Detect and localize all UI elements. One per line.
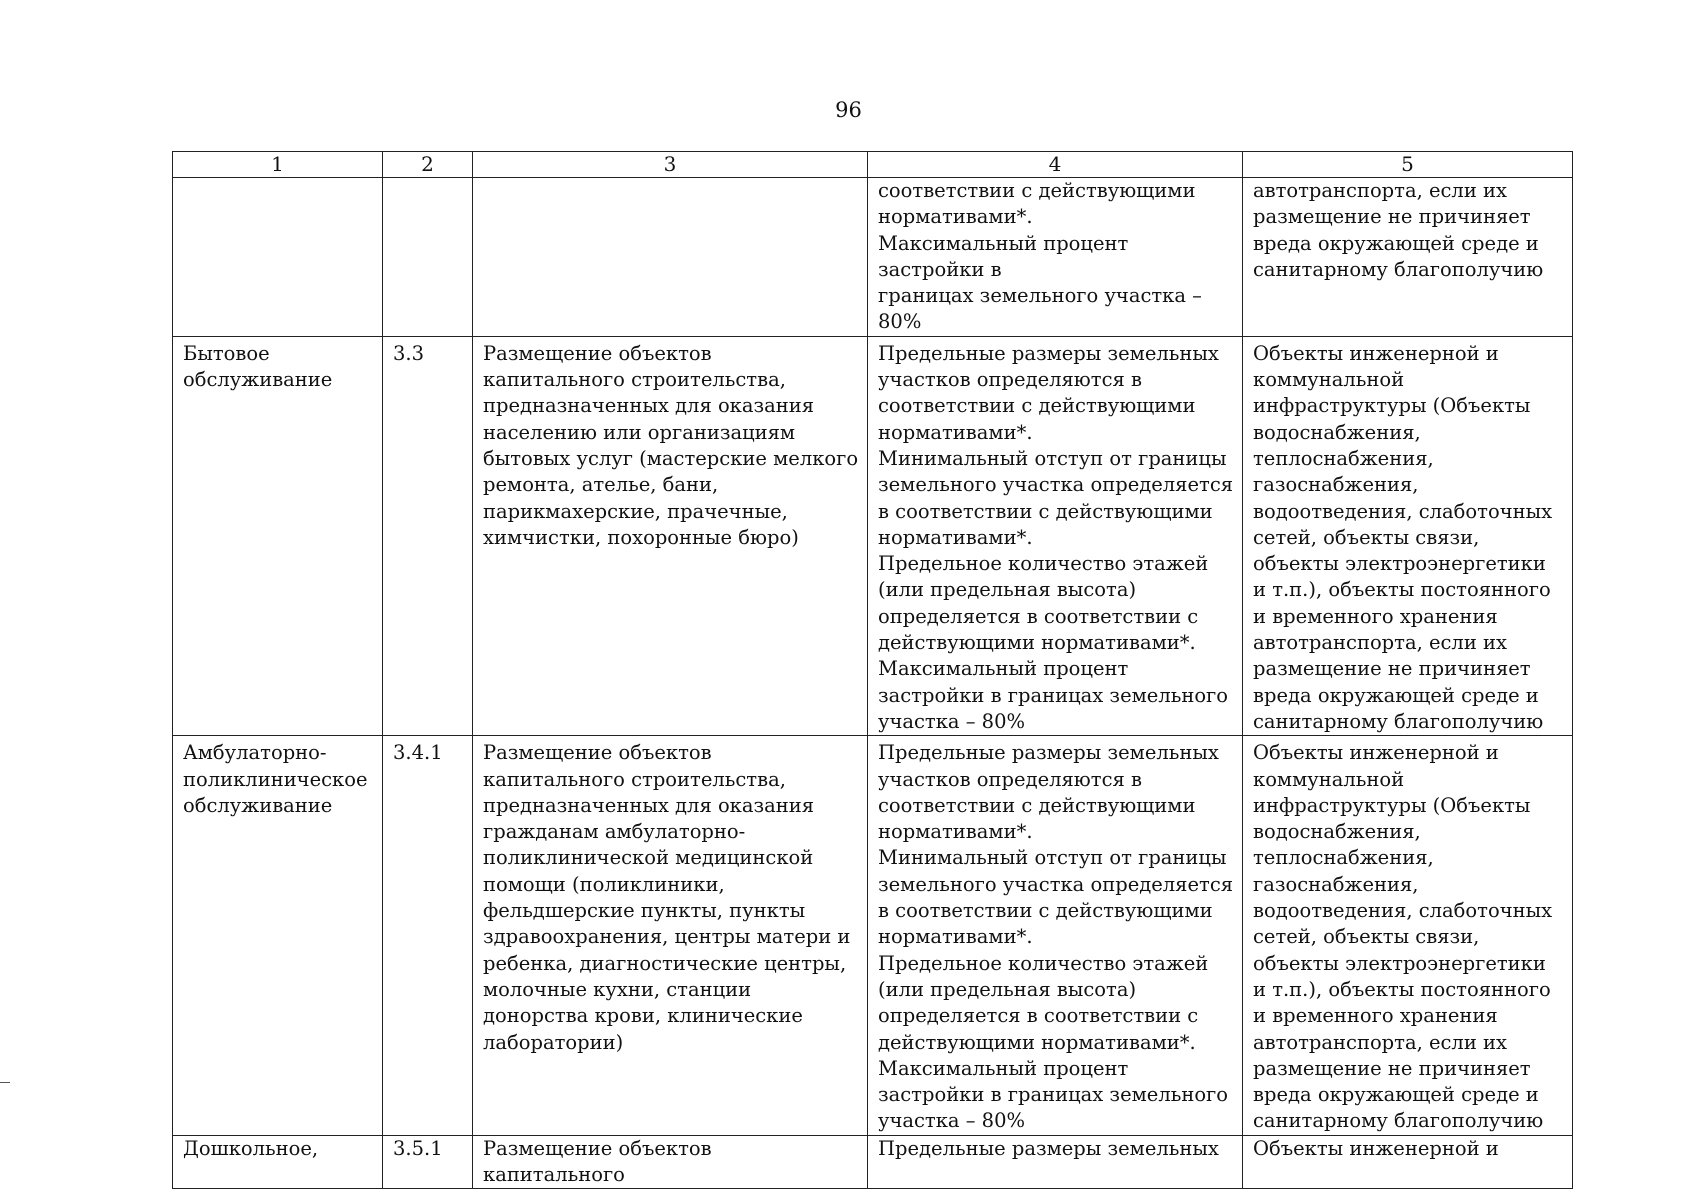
use-type-name: Бытовое обслуживание xyxy=(173,336,383,735)
column-header: 3 xyxy=(473,152,868,178)
construction-parameters xyxy=(868,1135,1243,1188)
auxiliary-uses: автотранспорта, если их размещение не причиняет вреда окружающей среде и санитарному благополучию xyxy=(1243,178,1573,337)
construction-parameters xyxy=(868,178,1243,337)
use-type-description: Размещение объектов капитального xyxy=(473,1135,868,1188)
construction-parameters xyxy=(868,336,1243,735)
auxiliary-uses: Объекты инженерной и xyxy=(1243,1135,1573,1188)
parameter-text: Предельные размеры земельных участков определяются в соответствии с действующими нормативами*. xyxy=(878,741,1219,844)
parameter-text: Предельное количество этажей (или предельная высота) определяется в соответствии с действующими нормативами*. xyxy=(878,951,1209,1054)
use-type-code: 3.5.1 xyxy=(383,1135,473,1188)
use-type-description: Размещение объектов капитального строительства, предназначенных для оказания гражданам амбулаторно-поликлинической медицинской помощи (поликлиники, фельдшерские пункты, пункты здравоохранения, центры матери и ребенка, диагностические центры, молочные кухни, станции донорства крови, клинические лаборатории) xyxy=(473,736,868,1135)
parameter-text: Максимальный процент застройки в границах земельного участка – 80% xyxy=(878,1056,1229,1133)
use-type-code xyxy=(383,178,473,337)
auxiliary-uses: Объекты инженерной и коммунальной инфраструктуры (Объекты водоснабжения, теплоснабжения, газоснабжения, водоотведения, слаботочных сетей, объекты связи, объекты электроэнергетики и т.п.), объекты постоянного и временного хранения автотранспорта, если их размещение не причиняет вреда окружающей среде и санитарному благополучию xyxy=(1243,336,1573,735)
parameter-text: Предельное количество этажей (или предельная высота) определяется в соответствии с действующими нормативами*. xyxy=(878,552,1209,655)
regulations-table xyxy=(172,151,1573,1189)
construction-parameters xyxy=(868,736,1243,1135)
table-row xyxy=(173,336,1573,735)
parameter-text: нормативами*. xyxy=(878,205,1033,229)
use-type-name: Дошкольное, xyxy=(173,1135,383,1188)
use-type-description: Размещение объектов капитального строительства, предназначенных для оказания населению или организациям бытовых услуг (мастерские мелкого ремонта, ателье, бани, парикмахерские, прачечные, химчистки, похоронные бюро) xyxy=(473,336,868,735)
table-row xyxy=(173,1135,1573,1188)
parameter-text: Минимальный отступ от границы земельного участка определяется в соответствии с действующими нормативами*. xyxy=(878,846,1234,949)
parameter-text: Предельные размеры земельных xyxy=(878,1136,1219,1160)
scan-margin-mark xyxy=(0,1082,10,1083)
column-header: 5 xyxy=(1243,152,1573,178)
page-number: 96 xyxy=(835,98,862,122)
parameter-text: границах земельного участка – 80% xyxy=(878,284,1202,334)
use-type-name xyxy=(173,178,383,337)
use-type-code: 3.4.1 xyxy=(383,736,473,1135)
auxiliary-uses: Объекты инженерной и коммунальной инфраструктуры (Объекты водоснабжения, теплоснабжения, газоснабжения, водоотведения, слаботочных сетей, объекты связи, объекты электроэнергетики и т.п.), объекты постоянного и временного хранения автотранспорта, если их размещение не причиняет вреда окружающей среде и санитарному благополучию xyxy=(1243,736,1573,1135)
parameter-text: соответствии с действующими xyxy=(878,179,1196,202)
parameter-text: Минимальный отступ от границы земельного участка определяется в соответствии с действующими нормативами*. xyxy=(878,446,1234,549)
column-header: 2 xyxy=(383,152,473,178)
table-row xyxy=(173,178,1573,337)
use-type-name: Амбулаторно-поликлиническое обслуживание xyxy=(173,736,383,1135)
use-type-description xyxy=(473,178,868,337)
table-header-row xyxy=(173,152,1573,178)
column-header: 1 xyxy=(173,152,383,178)
column-header: 4 xyxy=(868,152,1243,178)
parameter-text: Предельные размеры земельных участков определяются в соответствии с действующими нормативами*. xyxy=(878,341,1219,444)
table-row xyxy=(173,736,1573,1135)
parameter-text: Максимальный процент застройки в границах земельного участка – 80% xyxy=(878,657,1229,733)
use-type-code: 3.3 xyxy=(383,336,473,735)
parameter-text: Максимальный процент застройки в xyxy=(878,231,1129,281)
